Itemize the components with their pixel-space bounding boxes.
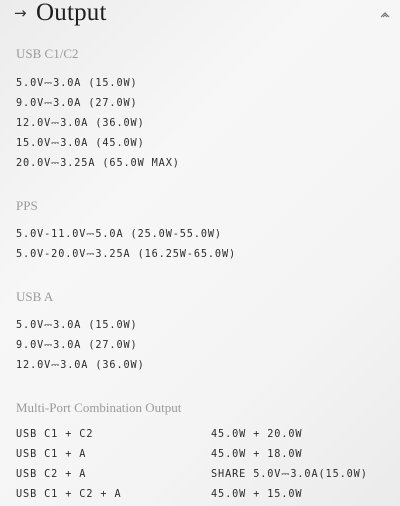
usb-c-spec-line: 15.0V⎓3.0A (45.0W) bbox=[16, 138, 145, 149]
section-title-multi-port: Multi-Port Combination Output bbox=[16, 400, 182, 415]
output-header[interactable] bbox=[0, 0, 400, 34]
combo-port-label: USB C2 + A bbox=[16, 469, 87, 480]
chevron-up-icon[interactable] bbox=[378, 6, 392, 18]
combo-port-label: USB C1 + A bbox=[16, 449, 87, 460]
combo-row bbox=[16, 449, 386, 463]
usb-c-spec-line: 12.0V⎓3.0A (36.0W) bbox=[16, 118, 145, 129]
usb-a-spec-line: 12.0V⎓3.0A (36.0W) bbox=[16, 360, 145, 371]
combo-port-label: USB C1 + C2 bbox=[16, 429, 94, 440]
usb-a-spec-line: 5.0V⎓3.0A (15.0W) bbox=[16, 320, 138, 331]
section-title-usb-c: USB C1/C2 bbox=[16, 46, 79, 61]
pps-spec-line: 5.0V-20.0V⎓3.25A (16.25W-65.0W) bbox=[16, 249, 237, 260]
combo-power-value: 45.0W + 20.0W bbox=[211, 429, 303, 440]
usb-c-spec-line: 20.0V⎓3.25A (65.0W MAX) bbox=[16, 158, 180, 169]
combo-port-label: USB C1 + C2 + A bbox=[16, 489, 122, 500]
pps-spec-line: 5.0V-11.0V⎓5.0A (25.0W-55.0W) bbox=[16, 229, 222, 240]
combo-power-value: 45.0W + 18.0W bbox=[211, 449, 303, 460]
combo-power-value: SHARE 5.0V⎓3.0A(15.0W) bbox=[211, 469, 368, 480]
arrow-right-icon: → bbox=[14, 4, 27, 22]
combo-row bbox=[16, 469, 386, 483]
combo-row bbox=[16, 429, 386, 443]
usb-c-spec-line: 5.0V⎓3.0A (15.0W) bbox=[16, 78, 138, 89]
combo-power-value: 45.0W + 15.0W bbox=[211, 489, 303, 500]
usb-a-spec-line: 9.0V⎓3.0A (27.0W) bbox=[16, 340, 138, 351]
page-title: Output bbox=[36, 0, 107, 26]
section-title-pps: PPS bbox=[16, 198, 38, 213]
combo-row bbox=[16, 489, 386, 503]
section-title-usb-a: USB A bbox=[16, 289, 54, 304]
usb-c-spec-line: 9.0V⎓3.0A (27.0W) bbox=[16, 98, 138, 109]
